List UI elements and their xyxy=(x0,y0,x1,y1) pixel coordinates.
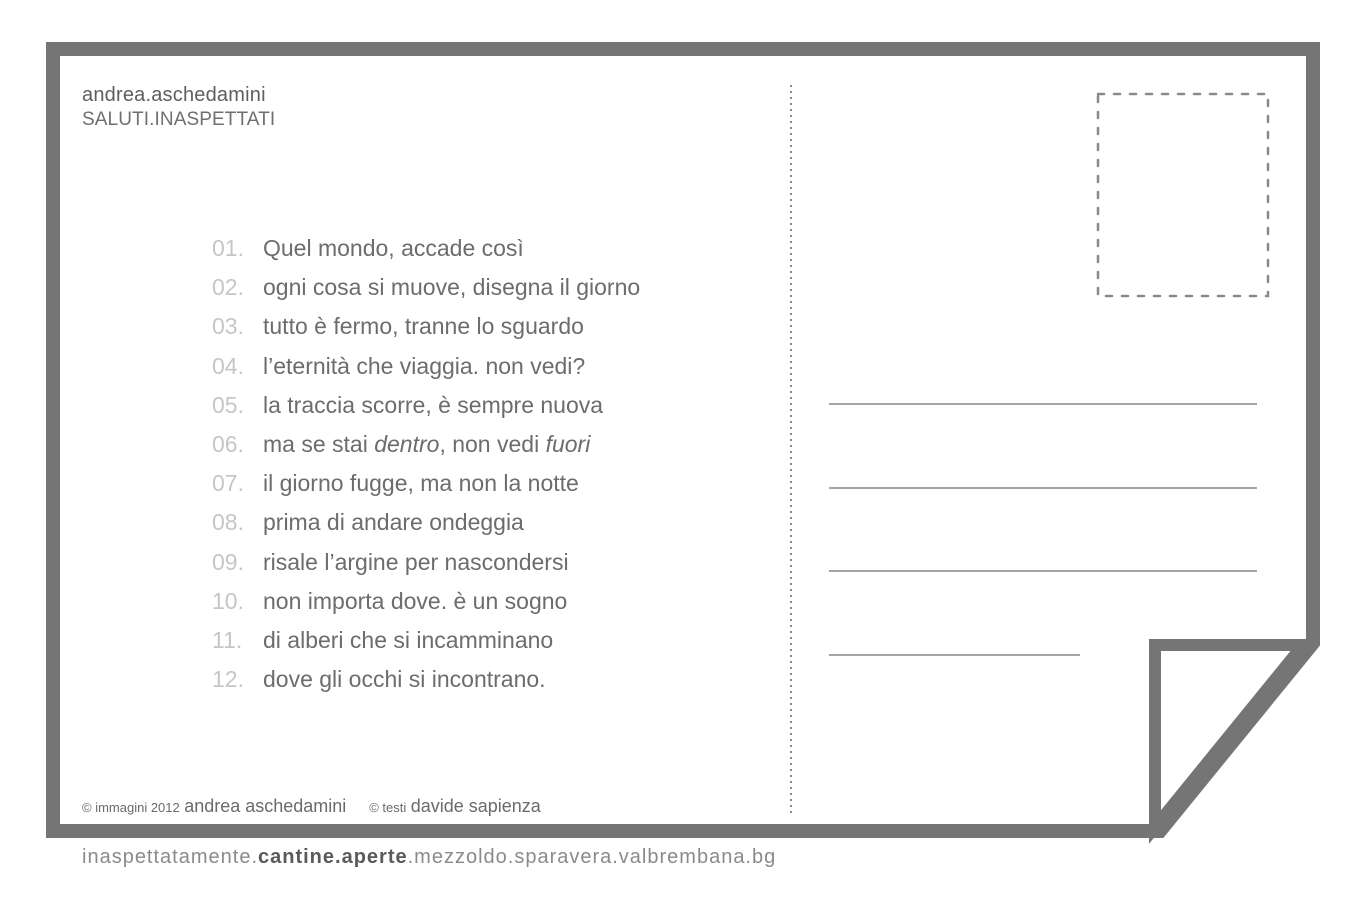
line-text: tutto è fermo, tranne lo sguardo xyxy=(263,313,584,340)
line-number: 06. xyxy=(212,430,244,457)
poem-line xyxy=(212,467,640,506)
stamp-placeholder xyxy=(1098,94,1268,296)
footer-url-part2: cantine.aperte xyxy=(258,846,408,868)
line-text: il giorno fugge, ma non la notte xyxy=(263,470,579,497)
author-name: andrea.aschedamini xyxy=(82,84,266,106)
poem-line xyxy=(212,389,640,428)
line-text: non importa dove. è un sogno xyxy=(263,587,568,614)
texts-credit-author: davide sapienza xyxy=(410,796,541,816)
line-text: prima di andare ondeggia xyxy=(263,509,524,536)
line-number: 01. xyxy=(212,235,244,261)
line-text: l’eternità che viaggia. non vedi? xyxy=(263,352,586,379)
line-number: 11. xyxy=(212,626,243,653)
line-text: ogni cosa si muove, disegna il giorno xyxy=(263,274,641,301)
poem-line xyxy=(212,506,640,545)
poem-line xyxy=(212,663,640,702)
footer-url-part3: .mezzoldo.sparavera.valbrembana.bg xyxy=(407,846,777,868)
poem-line xyxy=(212,546,640,585)
line-text: ma se stai dentro, non vedi fuori xyxy=(263,430,591,457)
line-text: dove gli occhi si incontrano. xyxy=(263,666,546,693)
poem-line xyxy=(212,350,640,389)
images-credit-prefix: © immagini 2012 xyxy=(82,800,180,815)
footer-url xyxy=(82,846,776,869)
line-text: la traccia scorre, è sempre nuova xyxy=(263,391,604,418)
line-number: 10. xyxy=(212,587,244,614)
series-title: SALUTI.INASPETTATI xyxy=(82,109,276,130)
poem-line xyxy=(212,271,640,310)
line-number: 08. xyxy=(212,509,244,536)
images-credit-author: andrea aschedamini xyxy=(184,796,347,816)
credits xyxy=(82,796,541,817)
line-text: risale l’argine per nascondersi xyxy=(263,548,569,575)
line-number: 04. xyxy=(212,352,244,379)
poem-line xyxy=(212,232,640,271)
poem xyxy=(212,232,640,702)
poem-line xyxy=(212,624,640,663)
folded-corner xyxy=(1155,645,1303,827)
line-number: 07. xyxy=(212,470,244,497)
line-number: 05. xyxy=(212,391,244,418)
line-number: 03. xyxy=(212,313,244,340)
poem-line xyxy=(212,585,640,624)
line-text: Quel mondo, accade così xyxy=(263,235,524,261)
texts-credit-prefix: © testi xyxy=(369,800,407,815)
line-number: 12. xyxy=(212,666,244,693)
line-number: 09. xyxy=(212,548,244,575)
line-text: di alberi che si incamminano xyxy=(263,626,554,653)
line-number: 02. xyxy=(212,274,244,301)
footer-url-part1: inaspettatamente. xyxy=(82,846,258,868)
poem-line xyxy=(212,310,640,349)
poem-line xyxy=(212,428,640,467)
